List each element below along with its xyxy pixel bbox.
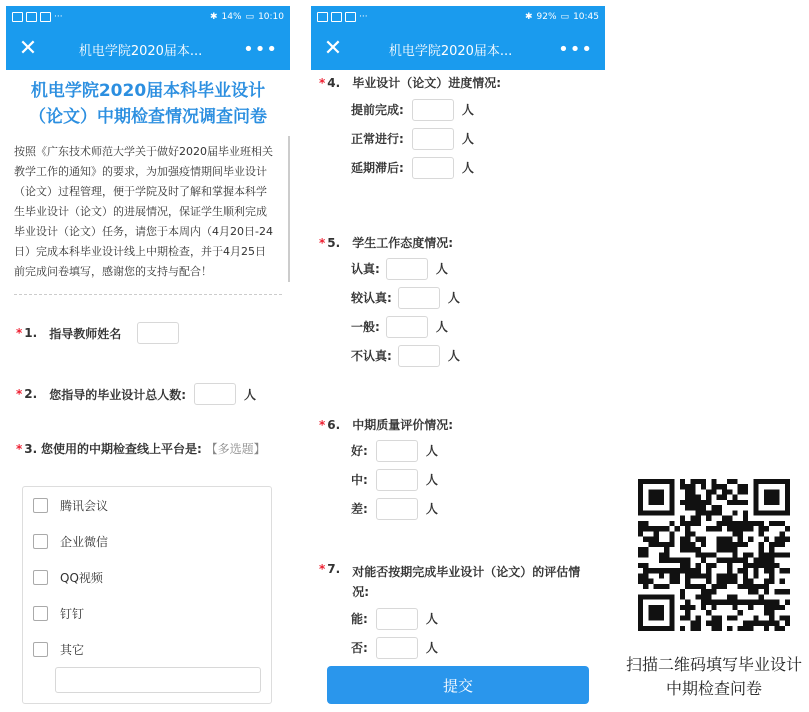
question-3	[6, 440, 290, 459]
notification-icon	[12, 12, 23, 22]
question-number: 3.	[24, 442, 38, 456]
progress-ahead-row	[351, 95, 605, 124]
notification-icons	[12, 12, 63, 22]
battery-level: 92%	[536, 12, 557, 22]
count-input[interactable]	[412, 99, 454, 121]
platform-options	[22, 486, 272, 704]
checkbox[interactable]	[33, 642, 48, 657]
notification-icons	[317, 12, 368, 22]
unit-label: 人	[425, 473, 438, 487]
clock: 10:10	[258, 12, 284, 22]
item-label: 不认真:	[351, 349, 392, 363]
count-input[interactable]	[386, 258, 428, 280]
option-label: 腾讯会议	[60, 498, 109, 513]
checkbox[interactable]	[33, 606, 48, 621]
question-number: 2.	[24, 387, 38, 401]
required-mark: *	[319, 235, 326, 250]
progress-normal-row	[351, 124, 605, 153]
progress-delayed-row	[351, 153, 605, 182]
unit-label: 人	[461, 103, 474, 117]
item-label: 否:	[351, 641, 368, 655]
qr-finder-pattern	[638, 479, 675, 516]
unit-label: 人	[461, 132, 474, 146]
count-input[interactable]	[376, 469, 418, 491]
option-label: 其它	[60, 642, 85, 657]
checkbox[interactable]	[33, 498, 48, 513]
teacher-name-input[interactable]	[137, 322, 179, 344]
count-input[interactable]	[376, 498, 418, 520]
notification-icon	[331, 12, 342, 22]
question-number: 4.	[327, 75, 341, 90]
required-mark: *	[16, 387, 23, 401]
count-input[interactable]	[398, 287, 440, 309]
option-label: QQ视频	[60, 570, 103, 585]
qr-finder-pattern	[753, 479, 790, 516]
unit-label: 人	[425, 612, 438, 626]
unit-label: 人	[435, 320, 448, 334]
question-5	[311, 234, 605, 370]
clock: 10:45	[573, 12, 599, 22]
qr-code	[637, 479, 791, 631]
required-mark: *	[319, 417, 326, 432]
unit-label: 人	[425, 641, 438, 655]
divider	[14, 294, 282, 295]
battery-level: 14%	[221, 12, 242, 22]
option-qq-video[interactable]	[23, 559, 271, 595]
status-bar	[6, 6, 290, 28]
notification-icon	[317, 12, 328, 22]
attitude-serious-row	[351, 254, 605, 283]
question-number: 7.	[327, 562, 341, 576]
required-mark: *	[319, 75, 326, 90]
item-label: 认真:	[351, 262, 380, 276]
battery-icon: ▭	[245, 12, 255, 22]
notification-icon	[345, 12, 356, 22]
item-label: 提前完成:	[351, 103, 404, 117]
more-notifications-icon: ···	[359, 12, 368, 22]
question-number: 6.	[327, 417, 341, 432]
unit-label: 人	[447, 291, 460, 305]
multi-select-tag: 【多选题】	[205, 442, 266, 456]
question-number: 5.	[327, 235, 341, 250]
status-bar	[311, 6, 605, 28]
question-text: 毕业设计（论文）进度情况:	[352, 76, 502, 90]
count-input[interactable]	[398, 345, 440, 367]
question-4	[311, 74, 605, 182]
required-mark: *	[319, 562, 326, 576]
unit-label: 人	[447, 349, 460, 363]
more-options-button[interactable]: •••	[243, 38, 278, 60]
question-text: 您指导的毕业设计总人数:	[49, 387, 187, 402]
item-label: 一般:	[351, 320, 380, 334]
required-mark: *	[16, 326, 23, 340]
question-text: 您使用的中期检查线上平台是:	[41, 442, 202, 456]
item-label: 较认真:	[351, 291, 392, 305]
survey-intro: 按照《广东技术师范大学关于做好2020届毕业班相关教学工作的通知》的要求，为加强疫情期间毕业设计（论文）过程管理，便于学院及时了解和掌握本科学生毕业设计（论文）的进展情况，保证学生顺利完成毕业设计（论文）任务，请您于本周内（4月20日-24日）完成本科毕业设计线上中期检查，并于4月25日前完成问卷填写，感谢您的支持与配合！	[6, 136, 290, 282]
title-bar	[311, 28, 605, 70]
item-label: 延期滞后:	[351, 161, 404, 175]
can-finish-row	[351, 604, 605, 633]
quality-good-row	[351, 436, 605, 465]
signal-icon: ✱	[209, 12, 218, 22]
option-label: 钉钉	[60, 606, 85, 621]
question-text: 中期质量评价情况:	[352, 418, 454, 432]
attitude-fairly-serious-row	[351, 283, 605, 312]
question-2	[6, 383, 290, 405]
option-wecom[interactable]	[23, 523, 271, 559]
other-platform-input[interactable]	[55, 667, 261, 693]
qr-finder-pattern	[638, 594, 675, 631]
page-title: 机电学院2020届本...	[388, 43, 513, 59]
unit-label: 人	[435, 262, 448, 276]
item-label: 能:	[351, 612, 368, 626]
checkbox[interactable]	[33, 534, 48, 549]
unit-label: 人	[244, 387, 257, 402]
question-number: 1.	[24, 326, 38, 340]
item-label: 好:	[351, 444, 368, 458]
submit-button[interactable]: 提交	[327, 666, 589, 704]
option-other[interactable]	[23, 631, 271, 667]
cannot-finish-row	[351, 633, 605, 662]
right-phone-screen	[311, 6, 605, 712]
question-text: 指导教师姓名	[49, 326, 122, 341]
unit-label: 人	[425, 502, 438, 516]
signal-icon: ✱	[524, 12, 533, 22]
checkbox[interactable]	[33, 570, 48, 585]
option-label: 企业微信	[60, 534, 109, 549]
close-icon[interactable]: ✕	[18, 36, 38, 61]
count-input[interactable]	[386, 316, 428, 338]
left-phone-screen	[6, 6, 290, 712]
count-input[interactable]	[376, 637, 418, 659]
attitude-not-serious-row	[351, 341, 605, 370]
survey-title: 机电学院2020届本科毕业设计（论文）中期检查情况调查问卷	[29, 81, 267, 127]
title-bar	[6, 28, 290, 70]
required-mark: *	[16, 442, 23, 456]
count-input[interactable]	[412, 128, 454, 150]
notification-icon	[26, 12, 37, 22]
count-input[interactable]	[376, 440, 418, 462]
total-students-input[interactable]	[194, 383, 236, 405]
unit-label: 人	[461, 161, 474, 175]
question-text: 学生工作态度情况:	[352, 236, 454, 250]
battery-icon: ▭	[560, 12, 570, 22]
option-tencent-meeting[interactable]	[23, 487, 271, 523]
question-1	[6, 322, 290, 344]
attitude-average-row	[351, 312, 605, 341]
option-dingtalk[interactable]	[23, 595, 271, 631]
close-icon[interactable]: ✕	[323, 36, 343, 61]
survey-content	[6, 70, 290, 657]
page-title: 机电学院2020届本...	[78, 43, 203, 59]
item-label: 中:	[351, 473, 368, 487]
count-input[interactable]	[412, 157, 454, 179]
quality-medium-row	[351, 465, 605, 494]
more-options-button[interactable]: •••	[558, 38, 593, 60]
question-text: 对能否按期完成毕业设计（论文）的评估情况:	[352, 565, 581, 599]
item-label: 差:	[351, 502, 368, 516]
more-notifications-icon: ···	[54, 12, 63, 22]
unit-label: 人	[425, 444, 438, 458]
question-7	[311, 562, 605, 662]
question-6	[311, 416, 605, 523]
item-label: 正常进行:	[351, 132, 404, 146]
count-input[interactable]	[376, 608, 418, 630]
notification-icon	[40, 12, 51, 22]
qr-caption: 扫描二维码填写毕业设计中期检查问卷	[625, 655, 802, 698]
quality-poor-row	[351, 494, 605, 523]
